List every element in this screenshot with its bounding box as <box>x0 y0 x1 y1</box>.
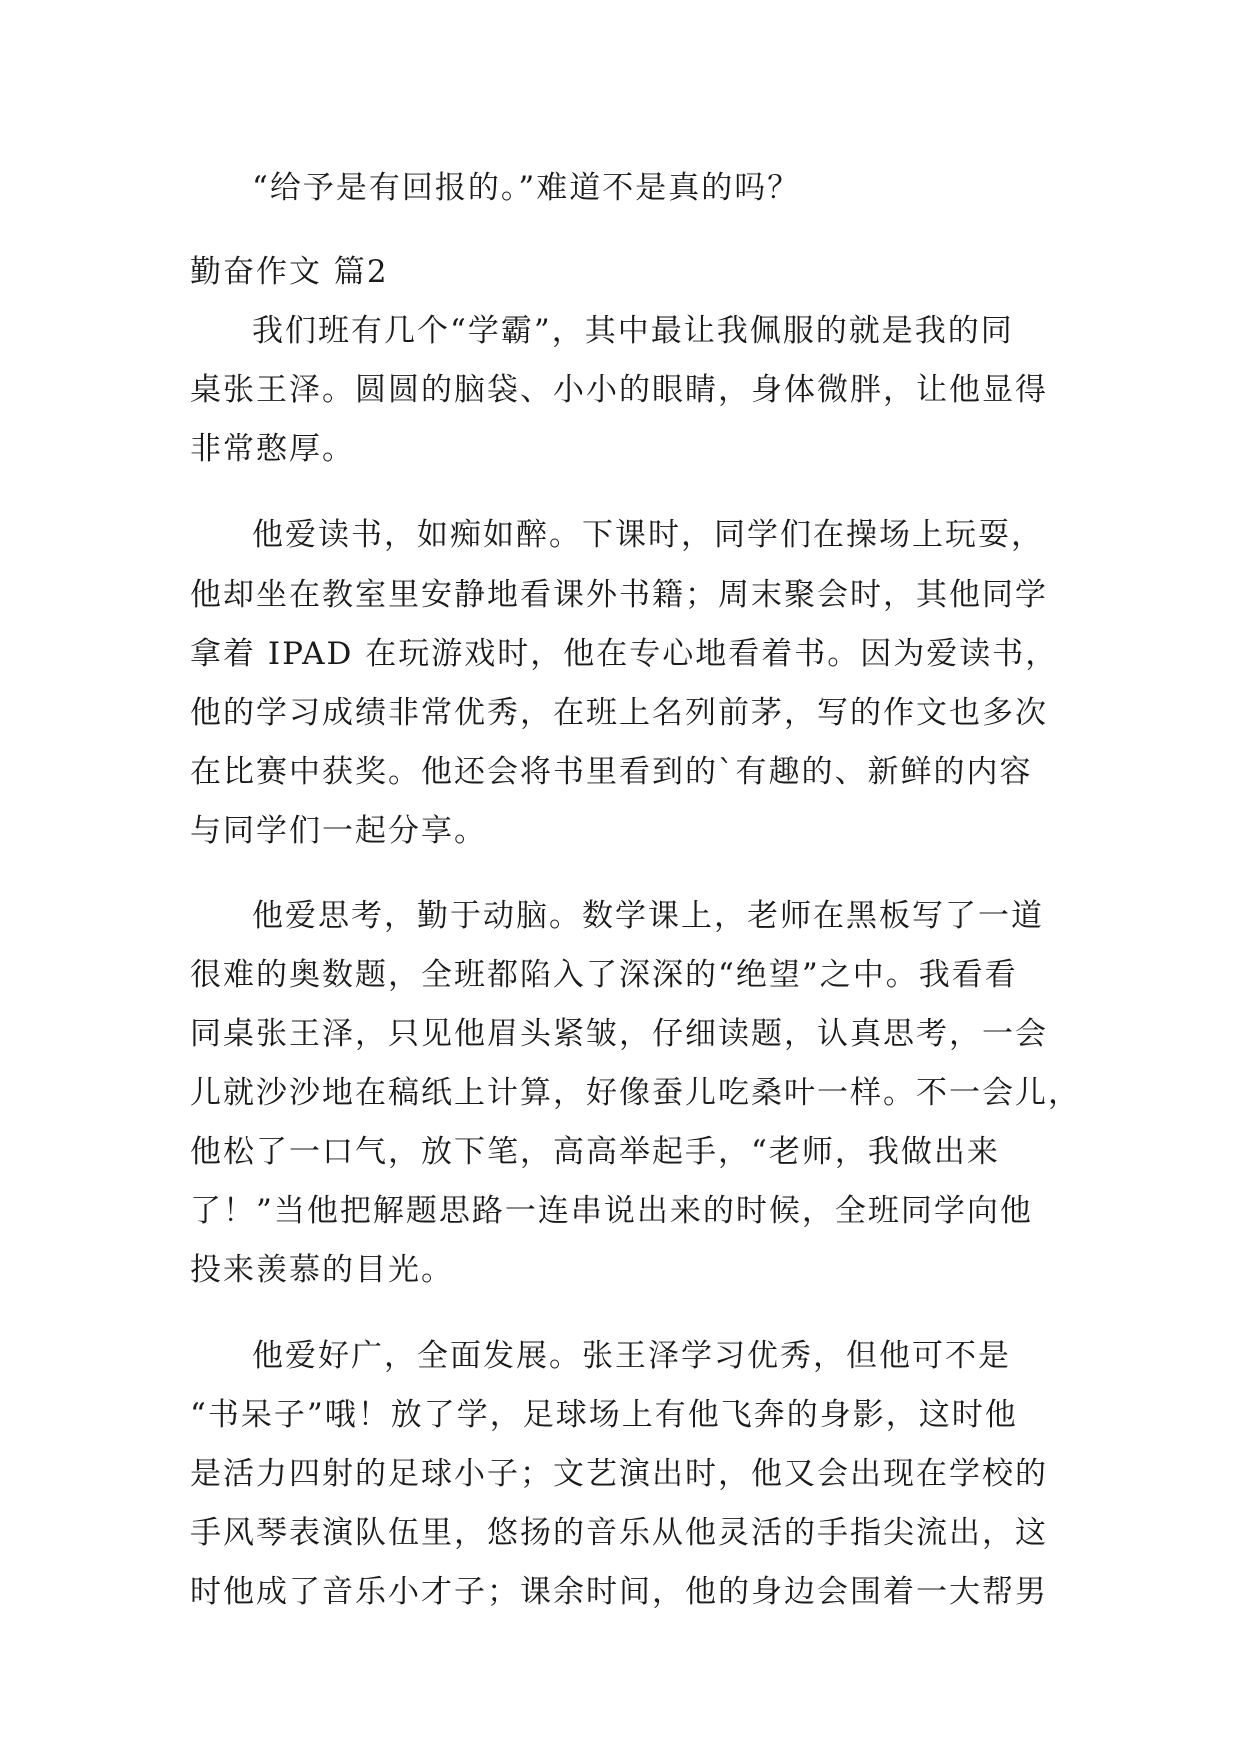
paragraph-line: 手风琴表演队伍里，悠扬的音乐从他灵活的手指尖流出，这 <box>190 1515 1048 1551</box>
paragraph-line: 拿着 IPAD 在玩游戏时，他在专心地看着书。因为爱读书， <box>190 636 1059 672</box>
paragraph-line: 他却坐在教室里安静地看课外书籍；周末聚会时，其他同学 <box>190 577 1048 613</box>
paragraph-line: 他爱好广，全面发展。张王泽学习优秀，但他可不是 <box>252 1338 1011 1374</box>
paragraph-line: 同桌张王泽，只见他眉头紧皱，仔细读题，认真思考，一会 <box>190 1016 1048 1052</box>
paragraph-line: 我们班有几个“学霸”，其中最让我佩服的就是我的同 <box>252 313 1014 349</box>
paragraph-line: “书呆子”哦！放了学，足球场上有他飞奔的身影，这时他 <box>190 1397 1018 1433</box>
paragraph-line: “给予是有回报的。”难道不是真的吗？ <box>252 170 801 206</box>
paragraph-line: 时他成了音乐小才子；课余时间，他的身边会围着一大帮男 <box>190 1574 1048 1610</box>
paragraph-line: 儿就沙沙地在稿纸上计算，好像蚕儿吃桑叶一样。不一会儿， <box>190 1075 1081 1111</box>
paragraph-line: 他松了一口气，放下笔，高高举起手，“老师，我做出来 <box>190 1134 1000 1170</box>
paragraph-line: 桌张王泽。圆圆的脑袋、小小的眼睛，身体微胖，让他显得 <box>190 372 1048 408</box>
paragraph-line: 非常憨厚。 <box>190 431 355 467</box>
paragraph-line: 他的学习成绩非常优秀，在班上名列前茅，写的作文也多次 <box>190 695 1048 731</box>
paragraph-line: 他爱读书，如痴如醉。下课时，同学们在操场上玩耍， <box>252 517 1044 553</box>
paragraph-line: 他爱思考，勤于动脑。数学课上，老师在黑板写了一道 <box>252 898 1044 934</box>
paragraph-line: 与同学们一起分享。 <box>190 813 487 849</box>
paragraph-line: 投来羡慕的目光。 <box>190 1252 454 1288</box>
paragraph-line: 了！”当他把解题思路一连串说出来的时候，全班同学向他 <box>190 1193 1033 1229</box>
paragraph-line: 在比赛中获奖。他还会将书里看到的`有趣的、新鲜的内容 <box>190 754 1033 790</box>
paragraph-line: 很难的奥数题，全班都陷入了深深的“绝望”之中。我看看 <box>190 957 1018 993</box>
paragraph-line: 是活力四射的足球小子；文艺演出时，他又会出现在学校的 <box>190 1456 1048 1492</box>
section-heading: 勤奋作文 篇2 <box>190 254 389 290</box>
